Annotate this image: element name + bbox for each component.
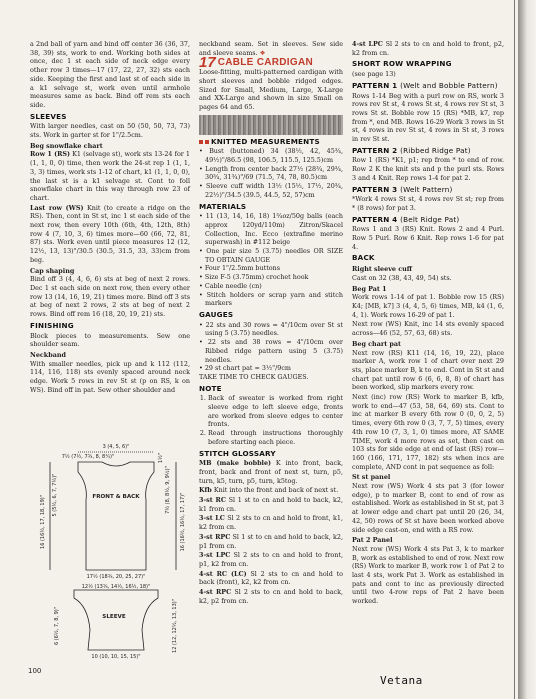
note-item: 2. Read through instructions thoroughly before starting each piece.: [208, 429, 343, 446]
pattern1-heading: [352, 82, 504, 91]
lastrow-text: Knit (to create a ridge on the RS). Then, cont in St st, inc 1 st each side of the next row, then every 10th (6th, 4th, 12th, 8th) row 4 (7, 10, 3, 6) times more—60 (66, 72, 81, 87) sts. Work even until piece measures 12 (12, 12½, 13, 13)"/30.5 (30.5, 31.5, 33, 33)cm from beg.: [30, 203, 190, 264]
pattern3-text: *Work 4 rows St st, 4 rows rev St st; rep from * (8 rows) for pat 3.: [352, 195, 504, 212]
cap-heading: Cap shaping: [30, 266, 75, 275]
glossary-list: [199, 459, 343, 605]
sch-sleeve-bottom: 10 (10, 10, 15, 15)": [91, 654, 141, 660]
chart-pat-text-1: Next row (RS) K11 (14, 16, 19, 22), place marker A, work row 1 of chart over next 29 sts, place marker B, k to end. Cont in St st and chart pat until row 6 (6, 6, 8, 8) of chart has been worked, slip markers every row.: [352, 348, 504, 392]
measurement-item: • Bust (buttoned) 34 (38½, 42, 45¾, 49½)"/86.5 (98, 106.5, 115.5, 125.5)cm: [199, 147, 343, 165]
sch-piece-label: FRONT & BACK: [92, 494, 140, 500]
measurement-text: Sleeve cuff width 13½ (15½, 17½, 20¾, 22½)"/34.5 (39.5, 44.5, 52, 57)cm: [205, 182, 343, 199]
st-st-panel-text: Next row (WS) Work 4 sts pat 3 (for lower edge), p to marker B, cont to end of row as established. Work as established in St st, pat 3 at lower edge and chart pat until 20 (26, 34, 42, 50) rows of St st have been worked above side edge cast-on, end with a RS row.: [352, 482, 504, 534]
lpc-item: [352, 40, 504, 57]
glossary-item: [199, 588, 343, 605]
neckband-heading: Neckband: [30, 350, 66, 359]
end-mark-icon: ❖: [259, 48, 266, 57]
material-text: One pair size 5 (3.75) needles OR SIZE TO OBTAIN GAUGE: [205, 247, 343, 264]
back-heading: BACK: [352, 253, 375, 263]
glossary-item: [199, 514, 343, 531]
lastrow-label: Last row (WS): [30, 203, 84, 212]
measurement-text: Length from center back 27½ (28¾, 29¾, 30¾, 31¾)"/69 (71.5, 74, 78, 80.5)cm: [205, 164, 343, 182]
beg-pat1-text: Work rows 1-14 of pat 1. Bobble row 15 (RS) K4; [MB, k7] 3 (4, 4, 5, 6) times, MB, k4 (1, 6, 4, 1). Work rows 16-29 of pat 1.: [352, 293, 504, 319]
pattern3-heading: [352, 186, 504, 195]
neckband-end-text: [199, 40, 343, 57]
pattern1-text: Rows 1-14 Beg with a purl row on RS, work 3 rows rev St st, 4 rows St st, 4 rows rev St st, 3 rows St st. Bobble row 15 (RS) *MB, k7, rep from *, end MB. Rows 16-29 Work 3 rows in St st, 4 rows in rev St st, 4 rows in St st, 3 rows in rev St st.: [352, 91, 504, 144]
glossary-term: 4-st RC (LC): [199, 569, 247, 578]
neckband-text: With smaller needles, pick up and k 112 (112, 114, 116, 118) sts evenly spaced around neck edge. Work 5 rows in rev St st (p on RS, k on WS). Bind off in pat. Sew other shoulder and: [30, 359, 190, 394]
next-row-text: Next row (WS) Knit, inc 14 sts evenly spaced across—46 (52, 57, 63, 68) sts.: [352, 320, 504, 338]
next-page-edge: [518, 0, 536, 699]
sch-side-left: 5 (5½, 6, 7, 7½)": [52, 473, 58, 517]
short-row-heading: SHORT ROW WRAPPING: [352, 59, 452, 69]
material-text: 11 (13, 14, 16, 18) 1¾oz/50g balls (each approx 120yd/110m) Zitron/Skacel Collection, Inc. Ecco (extrafine merino superwash) in #112 beige: [205, 212, 343, 247]
sch-sleeve-label: SLEEVE: [102, 614, 126, 620]
column-middle: [199, 40, 343, 606]
sch-shoulder-width: 7½ (7½, 7¾, 8, 8¼)": [61, 454, 115, 460]
column-right: [352, 40, 504, 607]
material-item: • Cable needle (cn): [199, 281, 262, 290]
pattern3-subtitle: (Welt Pattern): [400, 184, 453, 194]
row1-label: Row 1 (RS): [30, 150, 71, 159]
measurements-list: [199, 147, 343, 199]
materials-list: [199, 212, 343, 308]
glossary-item: [199, 459, 343, 485]
sch-sleeve-len: 12 (12, 12½, 13, 13)": [172, 599, 178, 653]
pattern4-subtitle: (Belt Ridge Pat): [400, 214, 460, 224]
gauge-item: • 22 sts and 38 rows = 4"/10cm over Ribbed ridge pattern using 5 (3.75) needles.: [199, 338, 343, 364]
pattern4-text: Rows 1 and 3 (RS) Knit. Rows 2 and 4 Purl. Row 5 Purl. Row 6 Knit. Rep rows 1-6 for pat 4.: [352, 225, 504, 251]
gauge-item: • 22 sts and 30 rows = 4"/10cm over St st using 5 (3.75) needles.: [199, 320, 343, 338]
glossary-term: 4-st RPC: [199, 588, 232, 597]
page-number: 100: [28, 667, 42, 675]
pattern2-heading: [352, 147, 504, 156]
cap-text: Bind off 3 (4, 4, 6, 6) sts at beg of next 2 rows. Dec 1 st each side on next row, then every other row 13 (14, 16, 19, 21) times more. Bind off 3 sts at beg of next 2 rows, 2 sts at beg of next 2 rows. Bind off rem 16 (18, 20, 19, 21) sts.: [30, 275, 190, 319]
short-row-ref: (see page 13): [352, 70, 396, 79]
glossary-text: Knit into the front and back of next st.: [213, 486, 339, 495]
materials-heading: MATERIALS: [199, 201, 247, 211]
glossary-term: 4-st LPC: [352, 40, 383, 48]
column-left: [30, 40, 190, 395]
measurement-text: Bust (buttoned) 34 (38½, 42, 45¾, 49½)"/86.5 (98, 106.5, 115.5, 125.5)cm: [205, 147, 343, 165]
pattern2-title: PATTERN 2: [352, 145, 398, 155]
pattern2-text: Row 1 (RS) *K1, p1; rep from * to end of row. Row 2 K the knit sts and p the purl sts. Rows 3 and 4 Knit. Rep rows 1-4 for pat 2.: [352, 156, 504, 182]
sch-length-right: 16 (16½, 16½, 17, 17)": [180, 492, 186, 552]
row1-paragraph: [30, 150, 190, 202]
material-text: Cable needle (cn): [204, 281, 262, 290]
glossary-item: [199, 551, 343, 568]
sch-sleeve-top: 12½ (13¾, 14½, 16½, 18)": [81, 584, 151, 590]
gauge-text: 22 sts and 38 rows = 4"/10cm over Ribbed ridge pattern using 5 (3.75) needles.: [205, 338, 343, 364]
gauge-item: • 29 st chart pat = 3½"/9cm: [199, 364, 291, 373]
glossary-term: MB (make bobble): [199, 459, 272, 468]
pattern1-subtitle: (Welt and Bobble Pattern): [400, 80, 498, 90]
glossary-heading: STITCH GLOSSARY: [199, 448, 276, 458]
glossary-text: Sl 2 sts to cn and hold to front, p2, k2 from cn.: [352, 40, 504, 57]
pattern4-heading: [352, 216, 504, 225]
bullet-square-icon: [199, 140, 203, 144]
glossary-term: Kfb: [199, 486, 212, 495]
material-item: • Four 1"/2.5mm buttons: [199, 264, 281, 273]
schematic-diagram: [36, 440, 196, 660]
material-text: Stitch holders or scrap yarn and stitch markers: [205, 290, 343, 308]
glossary-item: [199, 533, 343, 550]
glossary-text: Sl 2 sts to cn and hold to front, k1, k2 from cn.: [199, 514, 343, 532]
measurement-item: • Length from center back 27½ (28¾, 29¾, 30¾, 31¾)"/69 (71.5, 74, 78, 80.5)cm: [199, 164, 343, 182]
sch-neck-depth: 1½": [158, 452, 164, 464]
glossary-text: Sl 2 sts to cn and hold to back (front), k2, k2 from cn.: [199, 569, 343, 587]
material-item: • 11 (13, 14, 16, 18) 1¾oz/50g balls (each approx 120yd/110m) Zitron/Skacel Collection, Inc. Ecco (extrafine merino superwash) in #112 beige: [199, 212, 343, 247]
material-text: Four 1"/2.5mm buttons: [204, 264, 281, 273]
lastrow-paragraph: [30, 204, 190, 265]
pattern2-subtitle: (Ribbed Ridge Pat): [400, 145, 471, 155]
page-gutter-line: [514, 0, 515, 699]
measurement-item: • Sleeve cuff width 13½ (15½, 17½, 20¾, 22½)"/34.5 (39.5, 44.5, 52, 57)cm: [199, 182, 343, 199]
pattern-name: CABLE CARDIGAN: [217, 57, 313, 69]
glossary-term: 3-st LPC: [199, 551, 231, 560]
sch-top-width: 3 (4, 5, 6)": [102, 444, 130, 450]
gauges-list: [199, 321, 343, 373]
pattern4-title: PATTERN 4: [352, 214, 398, 224]
sch-cap-depth: 6 (6½, 7, 8, 9)": [54, 606, 60, 646]
material-item: • One pair size 5 (3.75) needles OR SIZE TO OBTAIN GAUGE: [199, 247, 343, 264]
sleeve-outline: [74, 590, 158, 650]
pat2-panel-text: Next row (WS) Work 4 sts Pat 3, k to marker B, work as established to end of row. Next row (RS) Work to marker B, work row 1 of Pat 2 to last 4 sts, work Pat 3. Work as established in pats and cont to inc as previously directed until two 4-row reps of Pat 2 have been worked.: [352, 544, 504, 606]
gauge-text: 29 st chart pat = 3½"/9cm: [204, 364, 291, 373]
pattern-intro: Loose-fitting, multi-patterned cardigan with short sleeves and bobble ridged edges. Sized for Small, Medium, Large, X-Large and XX-Large and shown in size Small on pages 64 and 65.: [199, 68, 343, 111]
knit-head-label: KNITTED MEASUREMENTS: [211, 136, 320, 146]
chart-pat-heading: Beg chart pat: [352, 339, 401, 348]
pattern-number: 17: [199, 54, 216, 72]
bullet-square-icon: [205, 140, 209, 144]
glossary-term: 3-st LC: [199, 514, 225, 523]
sleeves-text: With larger needles, cast on 50 (50, 50, 73, 73) sts. Work in garter st for 1"/2.5cm.: [30, 122, 190, 140]
pattern3-title: PATTERN 3: [352, 184, 398, 194]
glossary-text: Sl 1 st to cn and hold to back, k2, p1 from cn.: [199, 532, 343, 550]
cable-swatch-image: [199, 115, 343, 135]
right-sleeve-cuff-text: Cast on 32 (38, 43, 49, 54) sts.: [352, 273, 452, 282]
note-heading: NOTE: [199, 383, 222, 393]
material-text: Size F-5 (3.75mm) crochet hook: [204, 273, 309, 282]
glossary-text: Sl 2 sts to cn and hold to front, p1, k2 from cn.: [199, 551, 343, 568]
front-intro-text: a 2nd ball of yarn and bind off center 36 (36, 37, 38, 39) sts, work to end. Working both sides at once, dec 1 st each side of neck edge every other row 3 times—17 (17, 22, 27, 32) sts each side. Keeping the first and last st of each side in a k1 selvage st, work even until armhole measures same as back. Bind off rem sts each side.: [30, 40, 190, 109]
row1-text: K1 (selvage st), work sts 13-24 for 1 (1, 1, 0, 0) time, then work the 24-st rep 1 (1, 1, 3, 3) times, work sts 1-12 of chart, k1 (1, 1, 0, 0), the last st is a k1 selvage st. Cont to foll snowflake chart in this way through row 23 of chart.: [30, 150, 190, 202]
glossary-text: K into front, back, front, back and front of next st, turn, p5, turn, k5, turn, p5, turn, k5tog.: [199, 459, 344, 485]
material-item: • Stitch holders or scrap yarn and stitch markers: [199, 290, 343, 308]
finishing-text: Block pieces to measurements. Sew one shoulder seam.: [30, 331, 190, 349]
front-back-outline: [78, 462, 154, 570]
beg-pat1-heading: Beg Pat 1: [352, 284, 387, 293]
st-st-panel-heading: St st panel: [352, 473, 391, 482]
knitted-measurements-heading: [199, 138, 343, 147]
pattern1-title: PATTERN 1: [352, 80, 398, 90]
sch-armhole: 7½ (8, 8½, 9, 9½)": [165, 466, 171, 514]
chart-pat-text-2: Next (inc) row (RS) Work to marker B, kfb, work to end—47 (53, 58, 64, 69) sts. Cont to inc at marker B every 6th row 0 (0, 0, 2, 5) times, every 6th row 0 (3, 7, 7, 5) times, every 4th row 10 (7, 3, 1, 0) times more, AT SAME TIME, work 4 more rows as set, then cast on 103 sts for side edge at end of last (RS) row—160 (166, 171, 177, 182) sts when incs are complete, AND cont in pat sequence as foll:: [352, 393, 504, 471]
watermark-signature: Vetana: [380, 674, 423, 687]
snowflake-heading: Beg snowflake chart: [30, 141, 103, 150]
glossary-item: [199, 496, 343, 513]
sleeves-heading: SLEEVES: [30, 111, 67, 121]
neckband-end: neckband seam. Set in sleeves. Sew side and sleeve seams.: [199, 40, 343, 57]
gauges-note: TAKE TIME TO CHECK GAUGES.: [199, 372, 309, 381]
gauge-text: 22 sts and 30 rows = 4"/10cm over St st using 5 (3.75) needles.: [205, 320, 343, 338]
glossary-text: Sl 1 st to cn and hold to back, k2, k1 from cn.: [199, 496, 343, 513]
notes-list: [199, 394, 343, 446]
sch-bottom-width: 17½ (18¾, 20, 25, 27)": [86, 574, 146, 580]
material-item: • Size F-5 (3.75mm) crochet hook: [199, 273, 309, 282]
glossary-term: 3-st RC: [199, 496, 226, 505]
glossary-item: [199, 570, 343, 587]
glossary-term: 3-st RPC: [199, 532, 231, 541]
glossary-item: [199, 486, 343, 495]
pat2-panel-heading: Pat 2 Panel: [352, 536, 393, 545]
glossary-text: Sl 2 sts to cn and hold to back, k2, p2 from cn.: [199, 588, 343, 605]
right-sleeve-cuff-heading: Right sleeve cuff: [352, 265, 412, 274]
pattern-title: [199, 54, 343, 72]
sch-length-left: 16 (16½, 17, 18, 19)": [40, 495, 46, 549]
finishing-heading: FINISHING: [30, 320, 74, 330]
gauges-heading: GAUGES: [199, 309, 234, 319]
note-item: 1. Back of sweater is worked from right sleeve edge to left sleeve edge, fronts are worked from sleeve edges to center fronts.: [208, 394, 343, 429]
